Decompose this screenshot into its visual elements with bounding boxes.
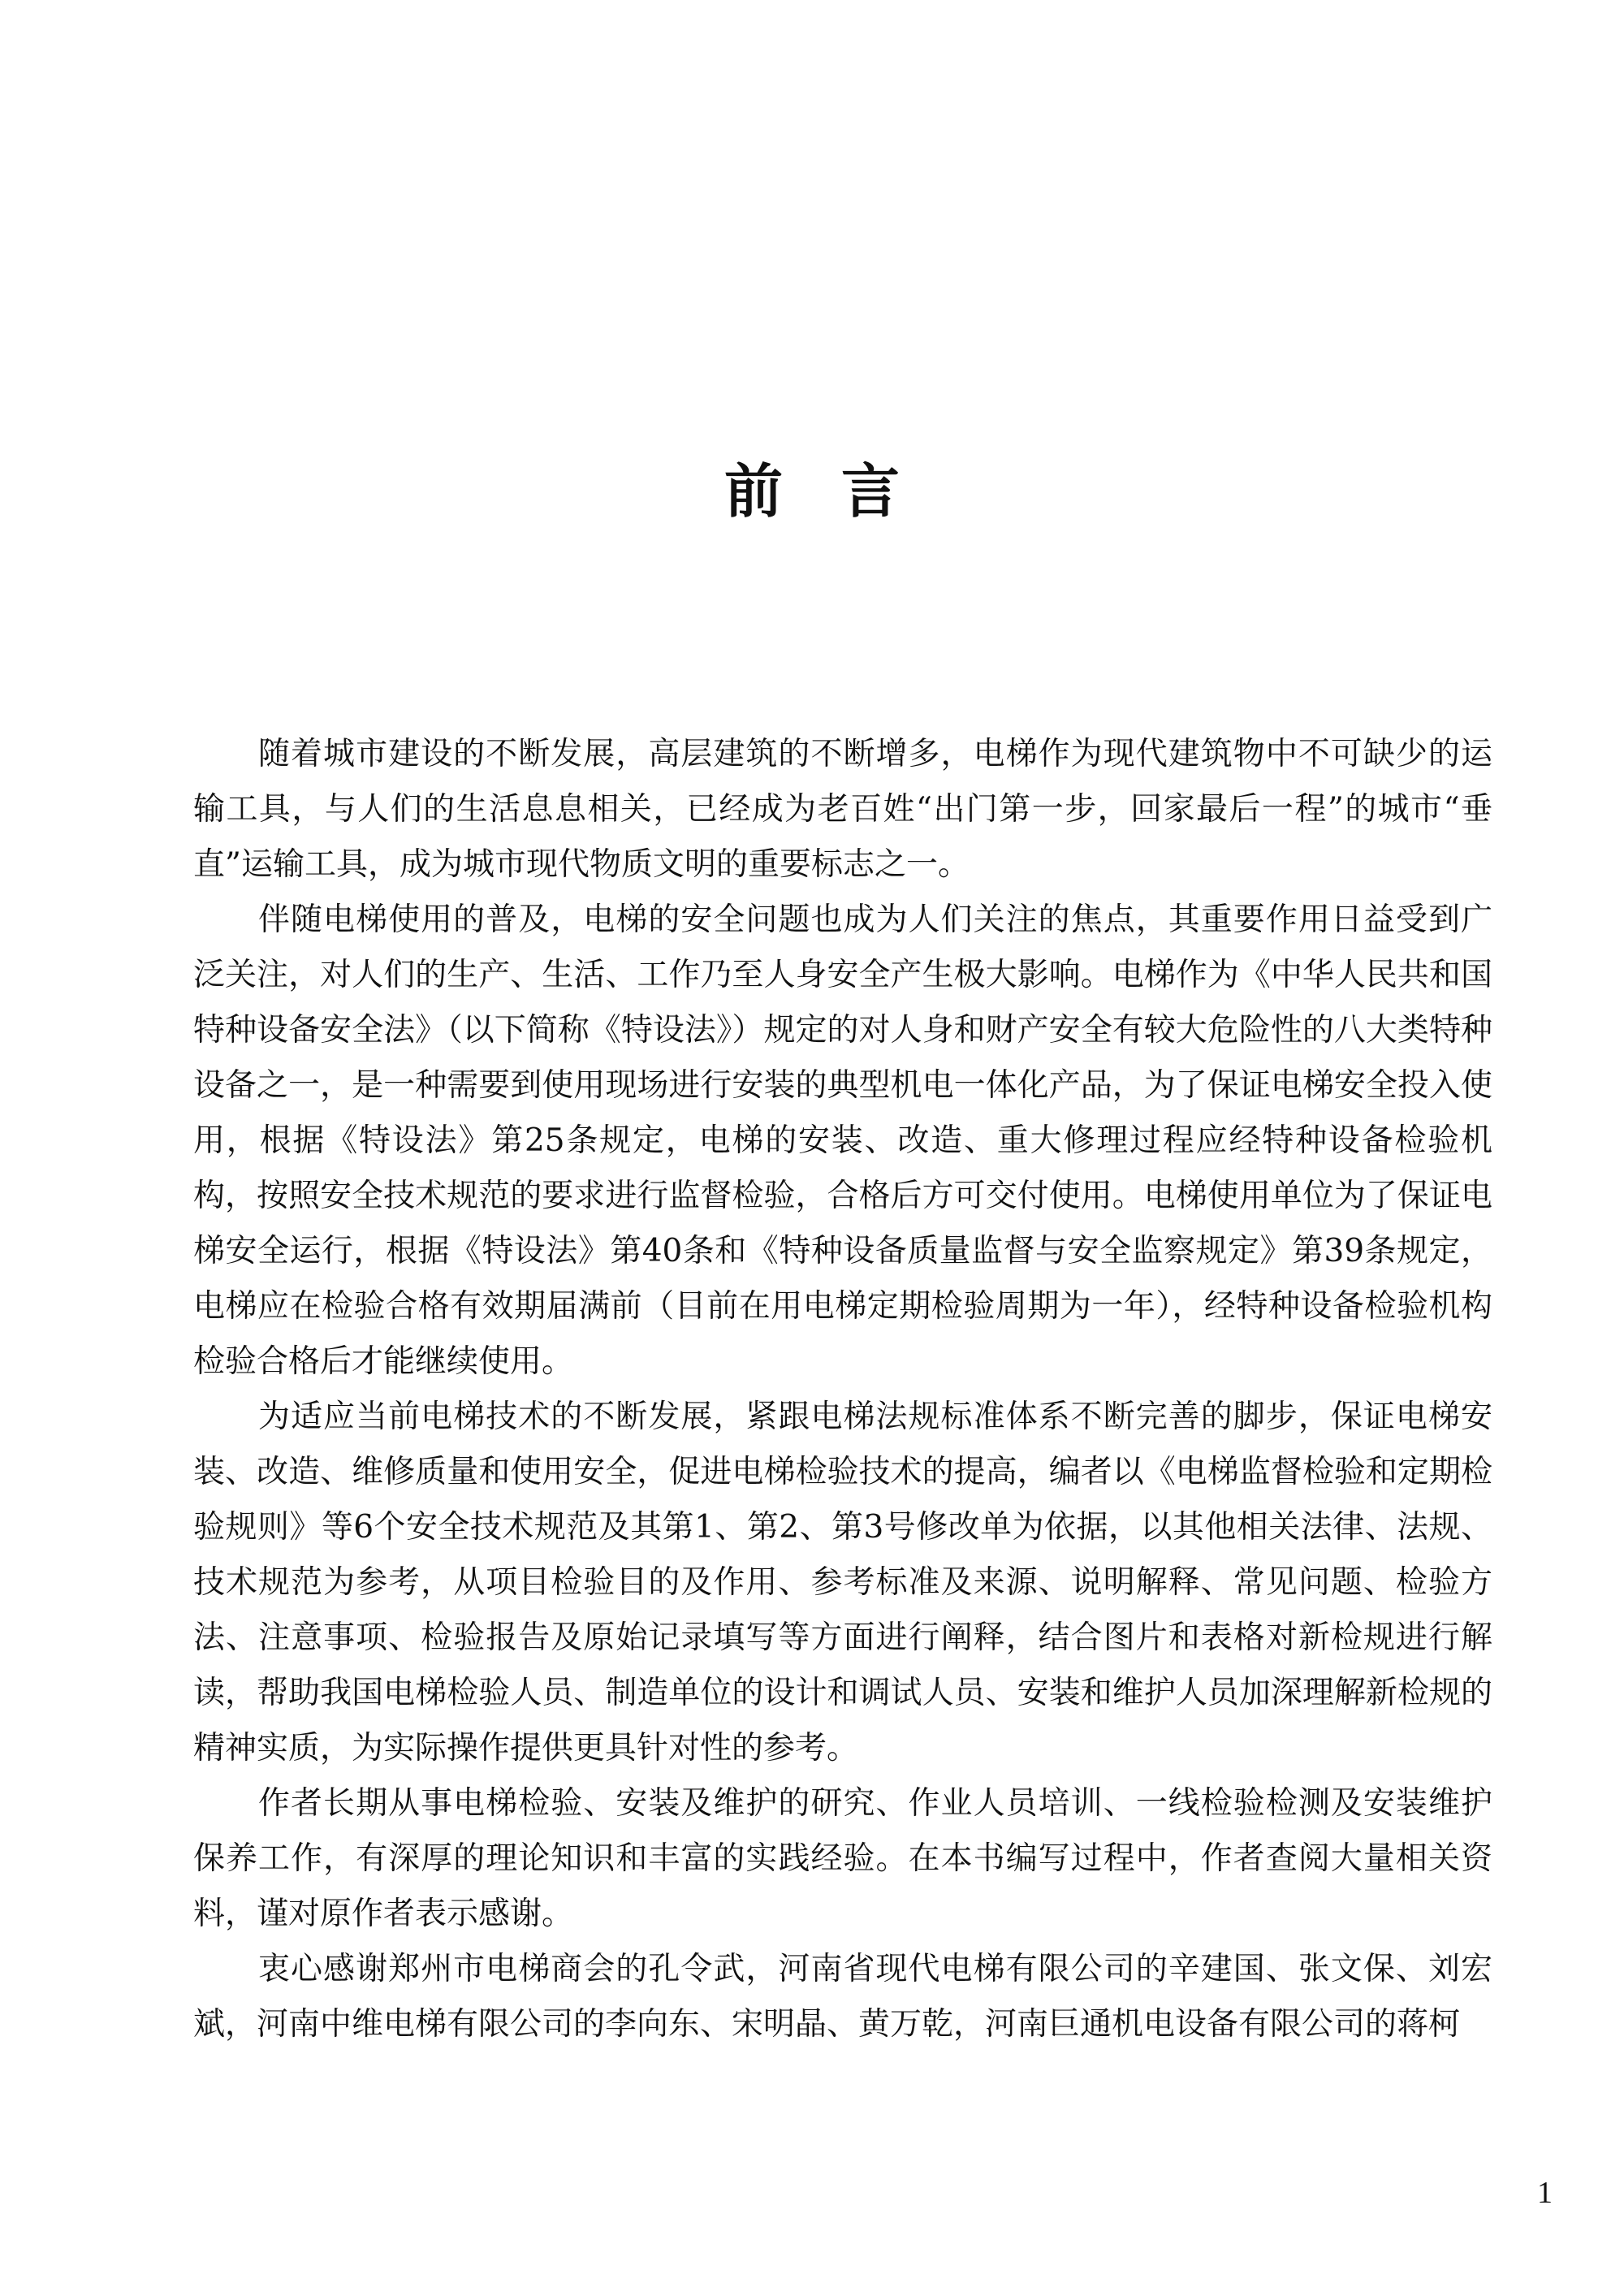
paragraph-2: 伴随电梯使用的普及，电梯的安全问题也成为人们关注的焦点，其重要作用日益受到广泛关注，对人们的生产、生活、工作乃至人身安全产生极大影响。电梯作为《中华人民共和国特种设备安全法》（以下简称《特设法》）规定的对人身和财产安全有较大危险性的八大类特种设备之一，是一种需要到使用现场进行安装的典型机电一体化产品，为了保证电梯安全投入使用，根据《特设法》第25条规定，电梯的安装、改造、重大修理过程应经特种设备检验机构，按照安全技术规范的要求进行监督检验，合格后方可交付使用。电梯使用单位为了保证电梯安全运行，根据《特设法》第40条和《特种设备质量监督与安全监察规定》第39条规定，电梯应在检验合格有效期届满前（目前在用电梯定期检验周期为一年），经特种设备检验机构检验合格后才能继续使用。 bbox=[193, 902, 1492, 1380]
page-number: 1 bbox=[1537, 2176, 1553, 2210]
paragraph-4: 作者长期从事电梯检验、安装及维护的研究、作业人员培训、一线检验检测及安装维护保养工作，有深厚的理论知识和丰富的实践经验。在本书编写过程中，作者查阅大量相关资料，谨对原作者表示感谢。 bbox=[193, 1785, 1492, 1932]
body-text bbox=[193, 727, 1492, 2052]
paragraph-5: 衷心感谢郑州市电梯商会的孔令武，河南省现代电梯有限公司的辛建国、张文保、刘宏斌，河南中维电梯有限公司的李向东、宋明晶、黄万乾，河南巨通机电设备有限公司的蒋柯 bbox=[193, 1951, 1492, 2043]
paragraph-1: 随着城市建设的不断发展，高层建筑的不断增多，电梯作为现代建筑物中不可缺少的运输工具，与人们的生活息息相关，已经成为老百姓“出门第一步，回家最后一程”的城市“垂直”运输工具，成为城市现代物质文明的重要标志之一。 bbox=[193, 736, 1492, 883]
paragraph-3: 为适应当前电梯技术的不断发展，紧跟电梯法规标准体系不断完善的脚步，保证电梯安装、改造、维修质量和使用安全，促进电梯检验技术的提高，编者以《电梯监督检验和定期检验规则》等6个安全技术规范及其第1、第2、第3号修改单为依据，以其他相关法律、法规、技术规范为参考，从项目检验目的及作用、参考标准及来源、说明解释、常见问题、检验方法、注意事项、检验报告及原始记录填写等方面进行阐释，结合图片和表格对新检规进行解读，帮助我国电梯检验人员、制造单位的设计和调试人员、安装和维护人员加深理解新检规的精神实质，为实际操作提供更具针对性的参考。 bbox=[193, 1399, 1492, 1766]
page-title: 前言 bbox=[723, 457, 958, 525]
